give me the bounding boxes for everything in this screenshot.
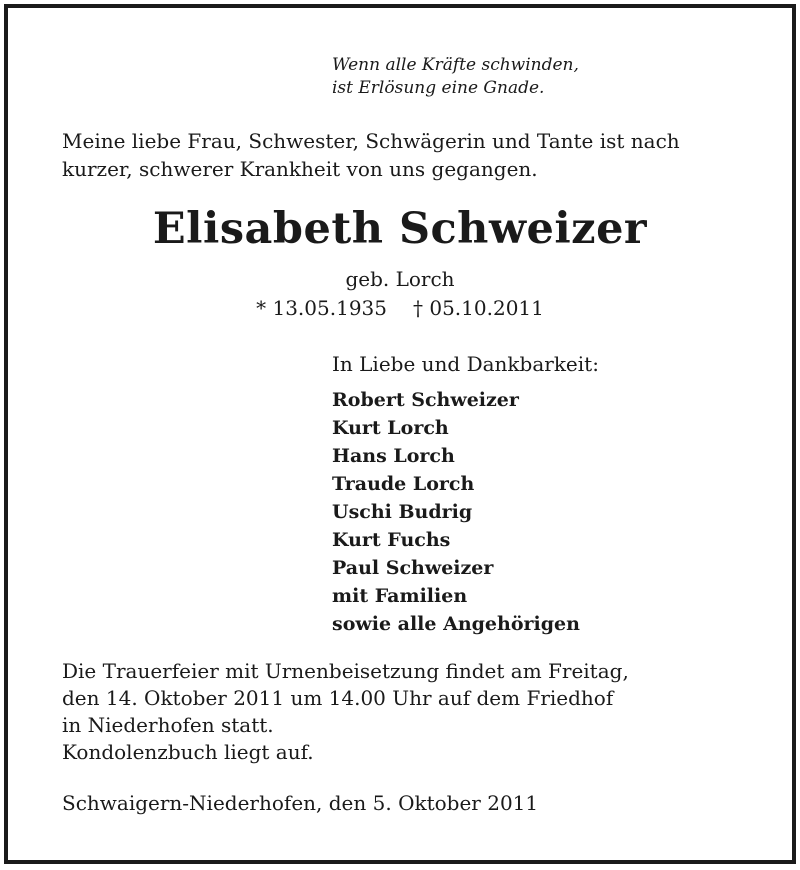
obituary-notice [4,4,796,864]
mourners-list [332,386,580,638]
birth-symbol: * [256,296,267,320]
mourner-name: Paul Schweizer [332,557,494,579]
motto-line-2: ist Erlösung eine Gnade. [332,78,545,98]
mourner-name: Traude Lorch [332,473,475,495]
mourner-name: Hans Lorch [332,445,455,467]
intro-text [62,127,680,183]
service-line-2: den 14. Oktober 2011 um 14.00 Uhr auf dem Friedhof [62,686,614,710]
mourner-name: Uschi Budrig [332,501,473,523]
service-line-4: Kondolenzbuch liegt auf. [62,740,314,764]
mourner-name: sowie alle Angehörigen [332,613,580,635]
motto-line-1: Wenn alle Kräfte schwinden, [332,55,579,75]
birth-date: 13.05.1935 [272,296,387,320]
mourner-name: Kurt Fuchs [332,529,451,551]
service-line-3: in Niederhofen statt. [62,713,274,737]
mourner-name: mit Familien [332,585,468,607]
service-line-1: Die Trauerfeier mit Urnenbeisetzung findet am Freitag, [62,659,629,683]
maiden-name: geb. Lorch [345,267,455,291]
death-date: 05.10.2011 [429,296,544,320]
deceased-name: Elisabeth Schweizer [152,204,648,254]
intro-line-1: Meine liebe Frau, Schwester, Schwägerin und Tante ist nach [62,129,680,153]
mourners-heading: In Liebe und Dankbarkeit: [332,352,599,376]
funeral-service-info [62,658,629,766]
place-and-date: Schwaigern-Niederhofen, den 5. Oktober 2011 [62,791,539,815]
motto-quote [332,54,579,100]
intro-line-2: kurzer, schwerer Krankheit von uns gegangen. [62,157,538,181]
mourner-name: Robert Schweizer [332,389,519,411]
mourner-name: Kurt Lorch [332,417,449,439]
death-symbol: † [413,296,423,320]
life-dates [8,295,792,321]
